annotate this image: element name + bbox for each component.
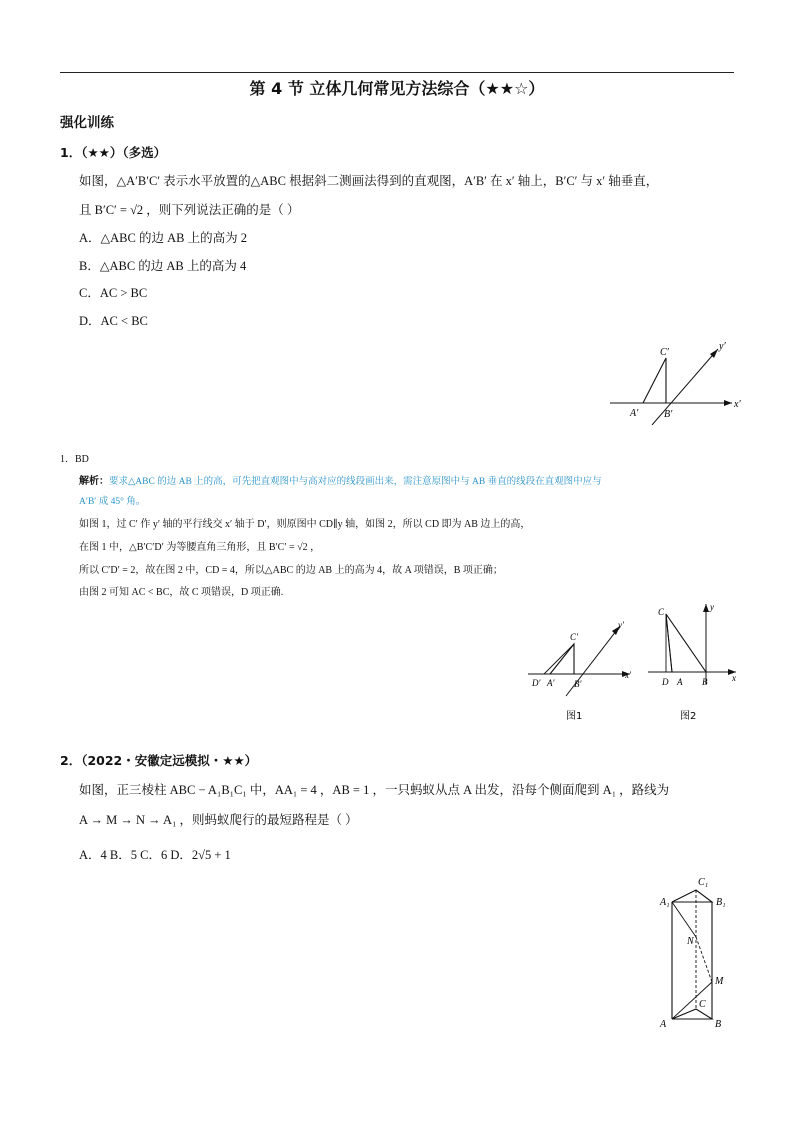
section-title: 强化训练 <box>60 115 114 131</box>
fig1-label-x: x′ <box>625 670 631 680</box>
a1-figure-2 <box>648 600 744 728</box>
a1-answer: 1．BD <box>60 454 89 465</box>
q1-option-b: B．△ABC 的边 AB 上的高为 4 <box>79 259 247 273</box>
label-a: A <box>660 1019 667 1030</box>
a1-step-2: 在图 1 中，△B′C′D′ 为等腰直角三角形，且 B′C′ = √2 ， <box>79 542 321 553</box>
label-x: x′ <box>734 399 741 410</box>
label-c1: C₁ <box>698 877 709 888</box>
fig2-label-b: B <box>702 677 708 687</box>
q1-stem-line2: 且 B′C′ = √2 ，则下列说法正确的是（ ） <box>79 203 300 217</box>
q1-option-d: D．AC < BC <box>79 314 148 328</box>
triangle-abc-prime <box>643 358 666 403</box>
fig2-label-d: D <box>662 677 669 687</box>
y-axis <box>652 349 718 425</box>
label-b1: B₁ <box>716 897 726 908</box>
label-a: A′ <box>630 408 639 419</box>
page-title: 第 4 节 立体几何常见方法综合（★★☆） <box>249 79 545 98</box>
q2-stem-line2: A → M → N → A₁ ，则蚂蚁爬行的最短路程是（ ） <box>79 813 358 827</box>
label-b: B <box>715 1019 722 1030</box>
a1-hint-line2: A′B′ 成 45° 角。 <box>79 497 146 507</box>
fig1-label-b: B′ <box>574 679 582 689</box>
label-m: M <box>715 976 724 987</box>
label-c: C′ <box>660 347 669 358</box>
fig2-label-x: x <box>732 673 736 683</box>
q1-option-a: A．△ABC 的边 AB 上的高为 2 <box>79 231 247 245</box>
fig2-caption: 图2 <box>680 711 697 722</box>
fig1-label-c: C′ <box>570 632 578 642</box>
label-c: C <box>699 999 706 1010</box>
q1-head: 1．（★★）（多选） <box>60 145 167 160</box>
fig2-label-y: y <box>710 602 714 612</box>
a1-hint-line1: 要求△ABC 的边 AB 上的高，可先把直观图中与高对应的线段画出来，需注意原图中与 AB 垂直的线段在直观图中应与 <box>109 477 602 487</box>
label-b: B′ <box>664 409 673 420</box>
fig1-label-y: y′ <box>618 620 624 630</box>
fig1-label-d: D′ <box>532 678 541 688</box>
a1-step-4: 由图 2 可知 AC < BC，故 C 项错误，D 项正确. <box>79 587 284 598</box>
fig1-caption: 图1 <box>566 711 583 722</box>
q2-stem-line1: 如图，正三棱柱 ABC − A₁B₁C₁ 中，AA₁ = 4 ，AB = 1 ，一只蚂蚁从点 A 出发，沿每个侧面爬到 A₁ ，路线为 <box>79 783 670 797</box>
label-y: y′ <box>719 341 726 352</box>
header-rule <box>60 72 734 73</box>
label-a1: A₁ <box>660 897 670 908</box>
a1-figure-1 <box>522 618 640 728</box>
fig1-label-a: A′ <box>547 678 555 688</box>
a1-analysis-label: 解析： <box>79 476 109 487</box>
q2-options: A．4 B．5 C．6 D．2√5 + 1 <box>79 848 231 862</box>
a1-step-3: 所以 C′D′ = 2，故在图 2 中，CD = 4，所以△ABC 的边 AB 上的高为 4，故 A 项错误，B 项正确； <box>79 565 503 576</box>
q1-stem-line1: 如图，△A′B′C′ 表示水平放置的△ABC 根据斜二测画法得到的直观图，A′B′ 在 x′ 轴上，B′C′ 与 x′ 轴垂直， <box>79 174 659 188</box>
q2-figure <box>652 872 734 1032</box>
q1-figure <box>600 335 745 425</box>
q2-head: 2．（2022・安徽定远模拟・★★） <box>60 753 258 768</box>
fig2-label-a: A <box>677 677 683 687</box>
fig2-label-c: C <box>658 607 665 617</box>
label-n: N <box>687 936 694 947</box>
q1-option-c: C．AC > BC <box>79 286 148 300</box>
a1-step-1: 如图 1，过 C′ 作 y′ 轴的平行线交 x′ 轴于 D′，则原图中 CD∥y 轴，如图 2，所以 CD 即为 AB 边上的高， <box>79 519 531 530</box>
